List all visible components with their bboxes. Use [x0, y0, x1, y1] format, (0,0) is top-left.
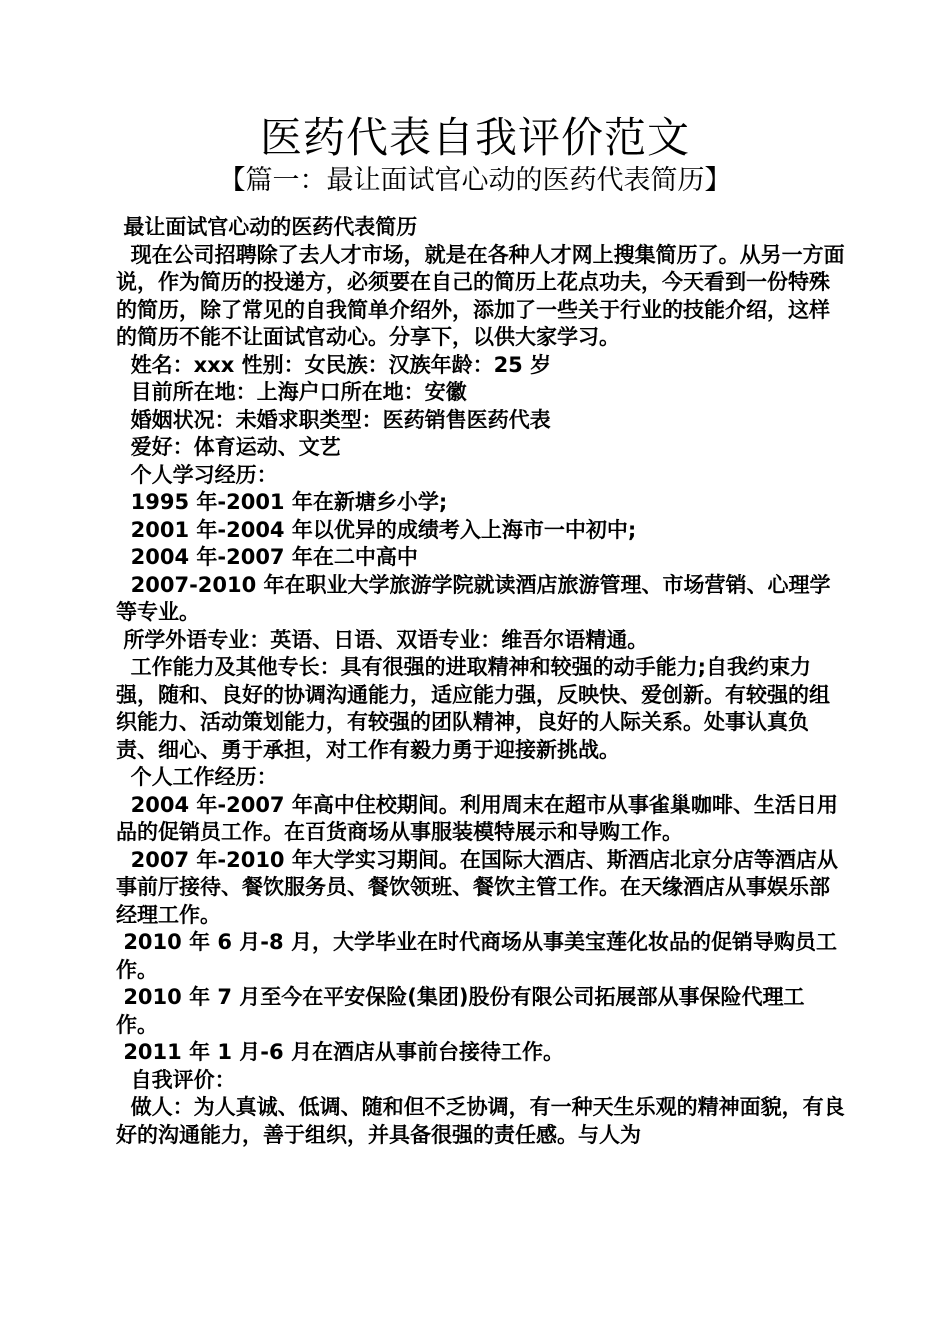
work-item: 2010 年 6 月-8 月，大学毕业在时代商场从事美宝莲化妆品的促销导购员工作。: [116, 930, 837, 982]
section-self-evaluation: 自我评价：: [116, 1067, 236, 1092]
heading-resume: 最让面试官心动的医药代表简历: [116, 215, 418, 239]
document-title: 医药代表自我评价范文: [259, 113, 690, 162]
paragraph-self-evaluation: 做人：为人真诚、低调、随和但不乏协调，有一种天生乐观的精神面貌，有良好的沟通能力，善于组织，并具备很强的责任感。与人为: [116, 1095, 845, 1147]
section-work-experience: 个人工作经历：: [116, 765, 278, 789]
work-item: 2007 年-2010 年大学实习期间。在国际大酒店、斯酒店北京分店等酒店从事前厅接待、餐饮服务员、餐饮领班、餐饮主管工作。在天缘酒店从事娱乐部经理工作。: [116, 847, 838, 927]
paragraph-basic-info: 姓名：xxx 性别：女民族：汉族年龄：25 岁: [116, 352, 552, 377]
education-item: 2001 年-2004 年以优异的成绩考入上海市一中初中;: [116, 517, 637, 542]
education-item: 1995 年-2001 年在新塘乡小学;: [116, 490, 448, 514]
paragraph-hobbies: 爱好：体育运动、文艺: [116, 435, 341, 459]
paragraph-location: 目前所在地：上海户口所在地：安徽: [116, 380, 467, 404]
education-item: 2004 年-2007 年在二中高中: [116, 545, 418, 569]
work-item: 2011 年 1 月-6 月在酒店从事前台接待工作。: [116, 1040, 564, 1064]
work-item: 2004 年-2007 年高中住校期间。利用周末在超市从事雀巢咖啡、生活日用品的促销员工作。在百货商场从事服装模特展示和导购工作。: [116, 792, 838, 844]
paragraph-languages: 所学外语专业：英语、日语、双语专业：维吾尔语精通。: [116, 627, 649, 652]
paragraph-skills: 工作能力及其他专长：具有很强的进取精神和较强的动手能力;自我约束力强，随和、良好的协调沟通能力，适应能力强，反映快、爱创新。有较强的组织能力、活动策划能力，有较强的团队精神，良好的人际关系。处事认真负责、细心、勇于承担，对工作有毅力勇于迎接新挑战。: [116, 655, 830, 762]
work-item: 2010 年 7 月至今在平安保险(集团)股份有限公司拓展部从事保险代理工作。: [116, 985, 805, 1037]
paragraph-marital-status: 婚姻状况：未婚求职类型：医药销售医药代表: [116, 407, 551, 432]
document-body: [116, 214, 846, 1149]
document-subtitle: 【篇一：最让面试官心动的医药代表简历】: [218, 165, 732, 196]
paragraph-intro: 现在公司招聘除了去人才市场，就是在各种人才网上搜集简历了。从另一方面说，作为简历的投递方，必须要在自己的简历上花点功夫，今天看到一份特殊的简历，除了常见的自我简单介绍外，添加了一些关于行业的技能介绍，这样的简历不能不让面试官动心。分享下，以供大家学习。: [116, 242, 845, 349]
section-education: 个人学习经历：: [116, 462, 278, 487]
education-item: 2007-2010 年在职业大学旅游学院就读酒店旅游管理、市场营销、心理学等专业。: [116, 572, 831, 624]
